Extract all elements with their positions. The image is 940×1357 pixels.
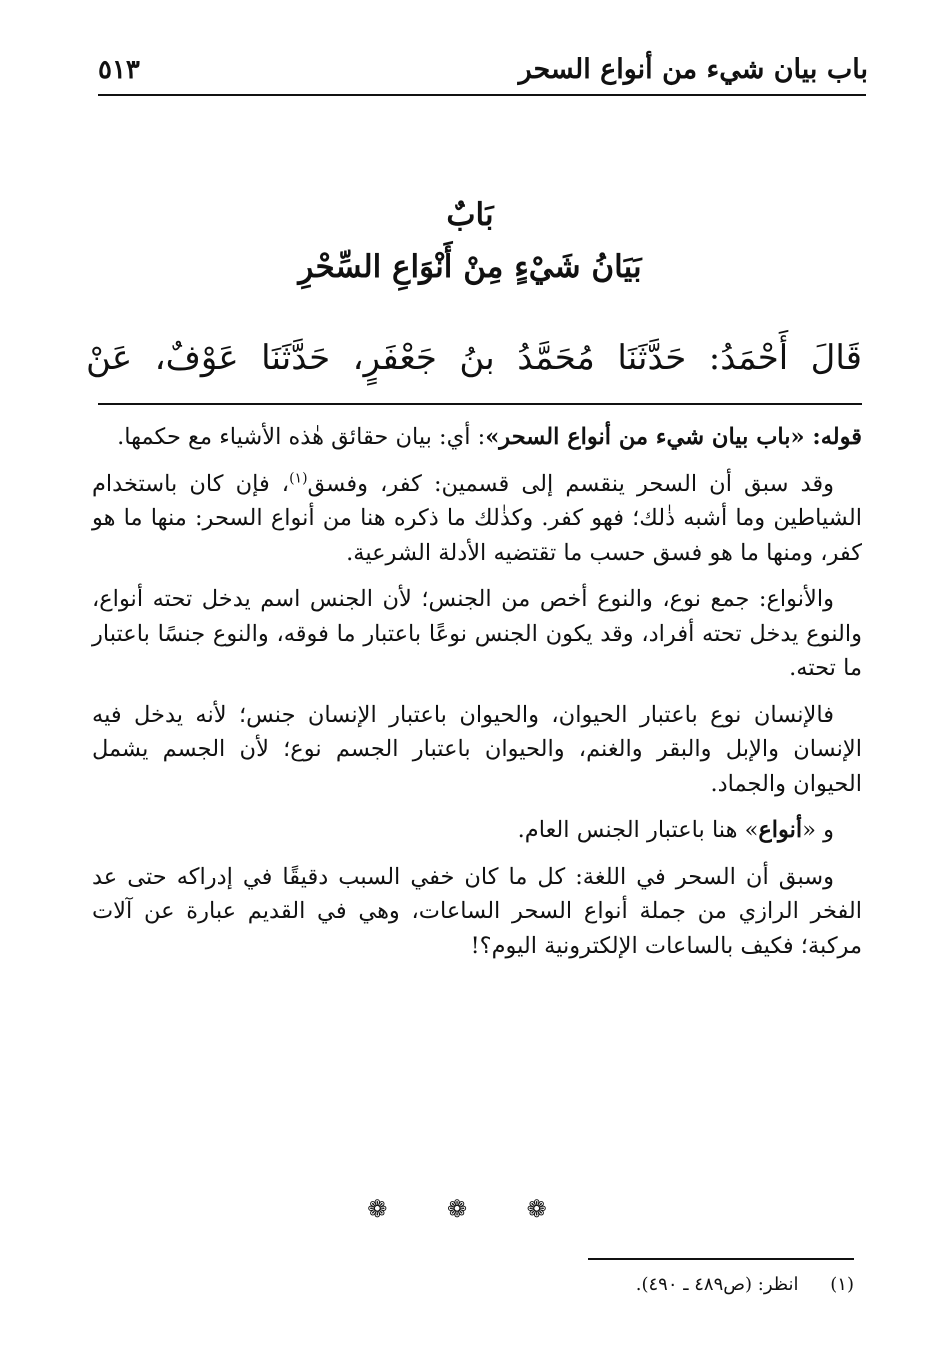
commentary-body <box>92 420 862 975</box>
commentary-paragraph-2 <box>92 467 862 571</box>
footnote-text: انظر: (ص٤٨٩ ـ ٤٩٠). <box>635 1274 799 1295</box>
text-divider <box>98 403 862 405</box>
footnote-reference[interactable]: (١) <box>289 470 308 486</box>
paragraph-text: : أي: بيان حقائق هٰذه الأشياء مع حكمها. <box>117 424 486 450</box>
footnote-divider <box>588 1258 854 1260</box>
hadith-text: قَالَ أَحْمَدُ: حَدَّثَنَا مُحَمَّدُ بنُ جَعْفَرٍ، حَدَّثَنَا عَوْفٌ، عَنْ <box>86 338 862 378</box>
quoted-heading: قوله: «باب بيان شيء من أنواع السحر» <box>485 424 862 450</box>
paragraph-text: » هنا باعتبار الجنس العام. <box>517 817 759 843</box>
footnote <box>636 1271 854 1299</box>
header-divider <box>98 94 866 96</box>
commentary-paragraph-3: والأنواع: جمع نوع، والنوع أخص من الجنس؛ لأن الجنس اسم يدخل تحته أنواع، والنوع يدخل تحته أفراد، وقد يكون الجنس نوعًا باعتبار ما فوقه، والنوع جنسًا باعتبار ما تحته. <box>92 586 862 681</box>
running-header <box>98 40 868 90</box>
section-separator: ❁ ❁ ❁ <box>367 1195 573 1223</box>
chapter-title: بَيَانُ شَيْءٍ مِنْ أَنْوَاعِ السِّحْرِ <box>298 249 642 285</box>
paragraph-text: ، فإن كان باستخدام الشياطين وما أشبه ذٰلك؛ فهو كفر. وكذٰلك ما ذكره هنا من أنواع السحر: منها ما هو كفر، ومنها ما هو فسق حسب ما تقتضيه الأدلة الشرعية. <box>92 470 862 566</box>
commentary-paragraph-4: فالإنسان نوع باعتبار الحيوان، والحيوان باعتبار الإنسان جنس؛ لأنه يدخل فيه الإنسان والإبل والبقر والغنم، والحيوان باعتبار الجسم نوع؛ لأن الجسم يشمل الحيوان والجماد. <box>92 701 862 797</box>
running-header-title: باب بيان شيء من أنواع السحر <box>518 54 868 85</box>
bold-term: أنواع <box>758 817 803 843</box>
paragraph-text: وقد سبق أن السحر ينقسم إلى قسمين: كفر، وفسق <box>307 470 834 497</box>
paragraph-text: و « <box>802 817 834 843</box>
commentary-paragraph-1 <box>92 420 862 455</box>
commentary-paragraph-5 <box>92 813 862 848</box>
footnote-marker: (١) <box>830 1274 854 1295</box>
page-number: ٥١٣ <box>98 55 140 85</box>
commentary-paragraph-6: وسبق أن السحر في اللغة: كل ما كان خفي السبب دقيقًا في إدراكه حتى عد الفخر الرازي من جملة أنواع السحر الساعات، وهي في القديم عبارة عن آلات مركبة؛ فكيف بالساعات الإلكترونية اليوم؟! <box>92 863 862 959</box>
chapter-label: بَابٌ <box>446 197 494 233</box>
